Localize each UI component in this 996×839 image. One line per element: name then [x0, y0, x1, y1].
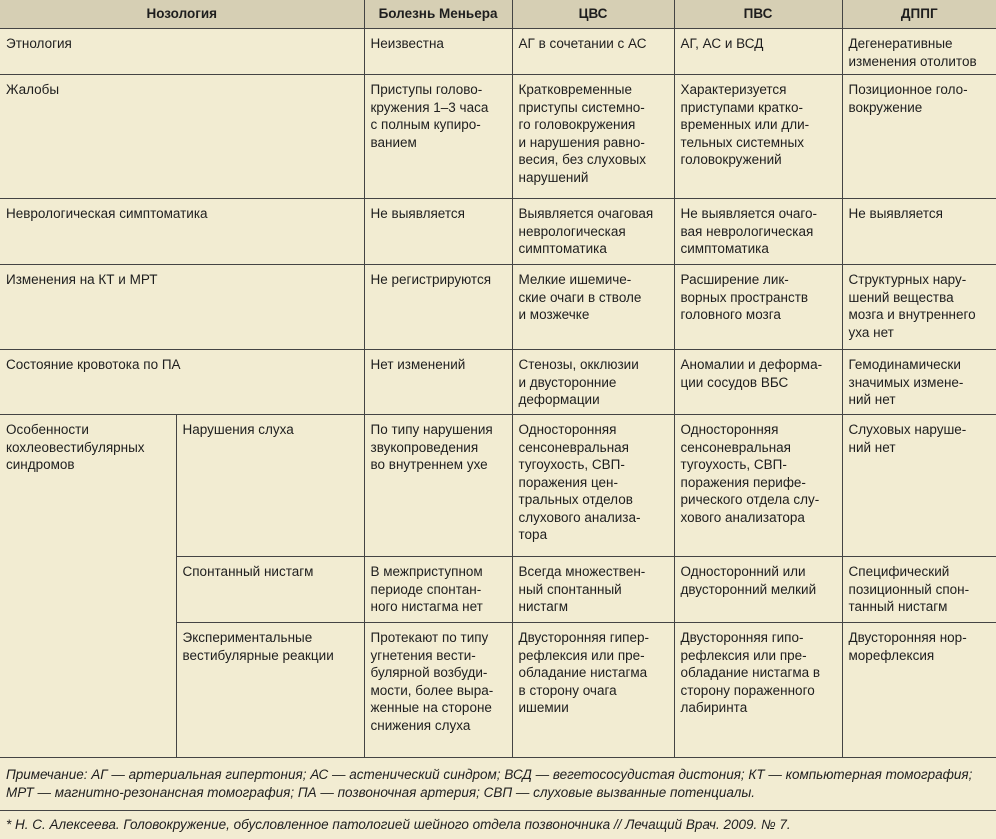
cell-dppg: Специфический позиционный спон- танный нистагм — [842, 557, 996, 623]
cell-pvs: Односторонний или двусторонний мелкий — [674, 557, 842, 623]
cell-pvs: Аномалии и деформа- ции сосудов ВБС — [674, 350, 842, 415]
cell-dppg: Гемодинамически значимых измене- ний нет — [842, 350, 996, 415]
cell-meniere: Неизвестна — [364, 29, 512, 75]
row-label: Состояние кровотока по ПА — [0, 350, 364, 415]
cell-meniere: Не регистрируются — [364, 265, 512, 350]
cell-pvs: Двусторонняя гипо- рефлексия или пре- обладание нистагма в сторону пораженного лабиринта — [674, 623, 842, 758]
cell-dppg: Двусторонняя нор- морефлексия — [842, 623, 996, 758]
abbreviation-legend — [0, 758, 996, 810]
header-cvs: ЦВС — [512, 0, 674, 29]
cell-dppg: Структурных нару- шений вещества мозга и внутреннего уха нет — [842, 265, 996, 350]
source-citation: * Н. С. Алексеева. Головокружение, обусловленное патологией шейного отдела позвоночника // Лечащий Врач. 2009. № 7. — [0, 810, 996, 839]
cell-cvs: Всегда множествен- ный спонтанный нистагм — [512, 557, 674, 623]
cell-dppg: Позиционное голо- вокружение — [842, 75, 996, 199]
row-ct-mri — [0, 265, 996, 350]
header-nosology: Нозология — [0, 0, 364, 29]
row-etiology — [0, 29, 996, 75]
cell-meniere: Не выявляется — [364, 199, 512, 265]
cell-pvs: АГ, АС и ВСД — [674, 29, 842, 75]
cell-dppg: Дегенеративные изменения отолитов — [842, 29, 996, 75]
row-label: Жалобы — [0, 75, 364, 199]
row-complaints — [0, 75, 996, 199]
cell-dppg: Не выявляется — [842, 199, 996, 265]
row-group-label: Особенности кохлеовестибулярных синдромов — [0, 415, 176, 758]
cell-meniere: В межприступном периоде спонтан- ного нистагма нет — [364, 557, 512, 623]
header-row — [0, 0, 996, 29]
header-meniere: Болезнь Меньера — [364, 0, 512, 29]
row-sublabel: Экспериментальные вестибулярные реакции — [176, 623, 364, 758]
legend-line: МРТ — магнитно-резонансная томография; ПА — позвоночная артерия; СВП — слуховые вызванные потенциалы. — [6, 785, 756, 800]
cell-pvs: Характеризуется приступами кратко- временных или дли- тельных системных головокружений — [674, 75, 842, 199]
cell-cvs: Мелкие ишемиче- ские очаги в стволе и мозжечке — [512, 265, 674, 350]
table-notes — [0, 757, 996, 839]
row-label: Неврологическая симптоматика — [0, 199, 364, 265]
cell-meniere: Протекают по типу угнетения вести- булярной возбуди- мости, более выра- женные на стороне снижения слуха — [364, 623, 512, 758]
row-label: Изменения на КТ и МРТ — [0, 265, 364, 350]
header-pvs: ПВС — [674, 0, 842, 29]
row-sublabel: Спонтанный нистагм — [176, 557, 364, 623]
cell-dppg: Слуховых наруше- ний нет — [842, 415, 996, 557]
row-blood-flow — [0, 350, 996, 415]
row-neuro — [0, 199, 996, 265]
row-hearing — [0, 415, 996, 557]
cell-cvs: Односторонняя сенсоневральная тугоухость, СВП- поражения цен- тральных отделов слухового анализа- тора — [512, 415, 674, 557]
cell-cvs: АГ в сочетании с АС — [512, 29, 674, 75]
cell-cvs: Выявляется очаговая неврологическая симптоматика — [512, 199, 674, 265]
cell-cvs: Двусторонняя гипер- рефлексия или пре- обладание нистагма в сторону очага ишемии — [512, 623, 674, 758]
cell-meniere: По типу нарушения звукопроведения во внутреннем ухе — [364, 415, 512, 557]
cell-cvs: Кратковременные приступы системно- го головокружения и нарушения равно- весия, без слуховых нарушений — [512, 75, 674, 199]
row-sublabel: Нарушения слуха — [176, 415, 364, 557]
cell-meniere: Нет изменений — [364, 350, 512, 415]
header-dppg: ДППГ — [842, 0, 996, 29]
cell-pvs: Не выявляется очаго- вая неврологическая симптоматика — [674, 199, 842, 265]
cell-cvs: Стенозы, окклюзии и двусторонние деформации — [512, 350, 674, 415]
cell-pvs: Расширение лик- ворных пространств головного мозга — [674, 265, 842, 350]
cell-meniere: Приступы голово- кружения 1–3 часа с полным купиро- ванием — [364, 75, 512, 199]
row-label: Этнология — [0, 29, 364, 75]
cell-pvs: Односторонняя сенсоневральная тугоухость, СВП- поражения перифе- рического отдела слу- хового анализатора — [674, 415, 842, 557]
legend-line: Примечание: АГ — артериальная гипертония; АС — астенический синдром; ВСД — вегетососудистая дистония; КТ — компьютерная томография; — [6, 767, 973, 782]
